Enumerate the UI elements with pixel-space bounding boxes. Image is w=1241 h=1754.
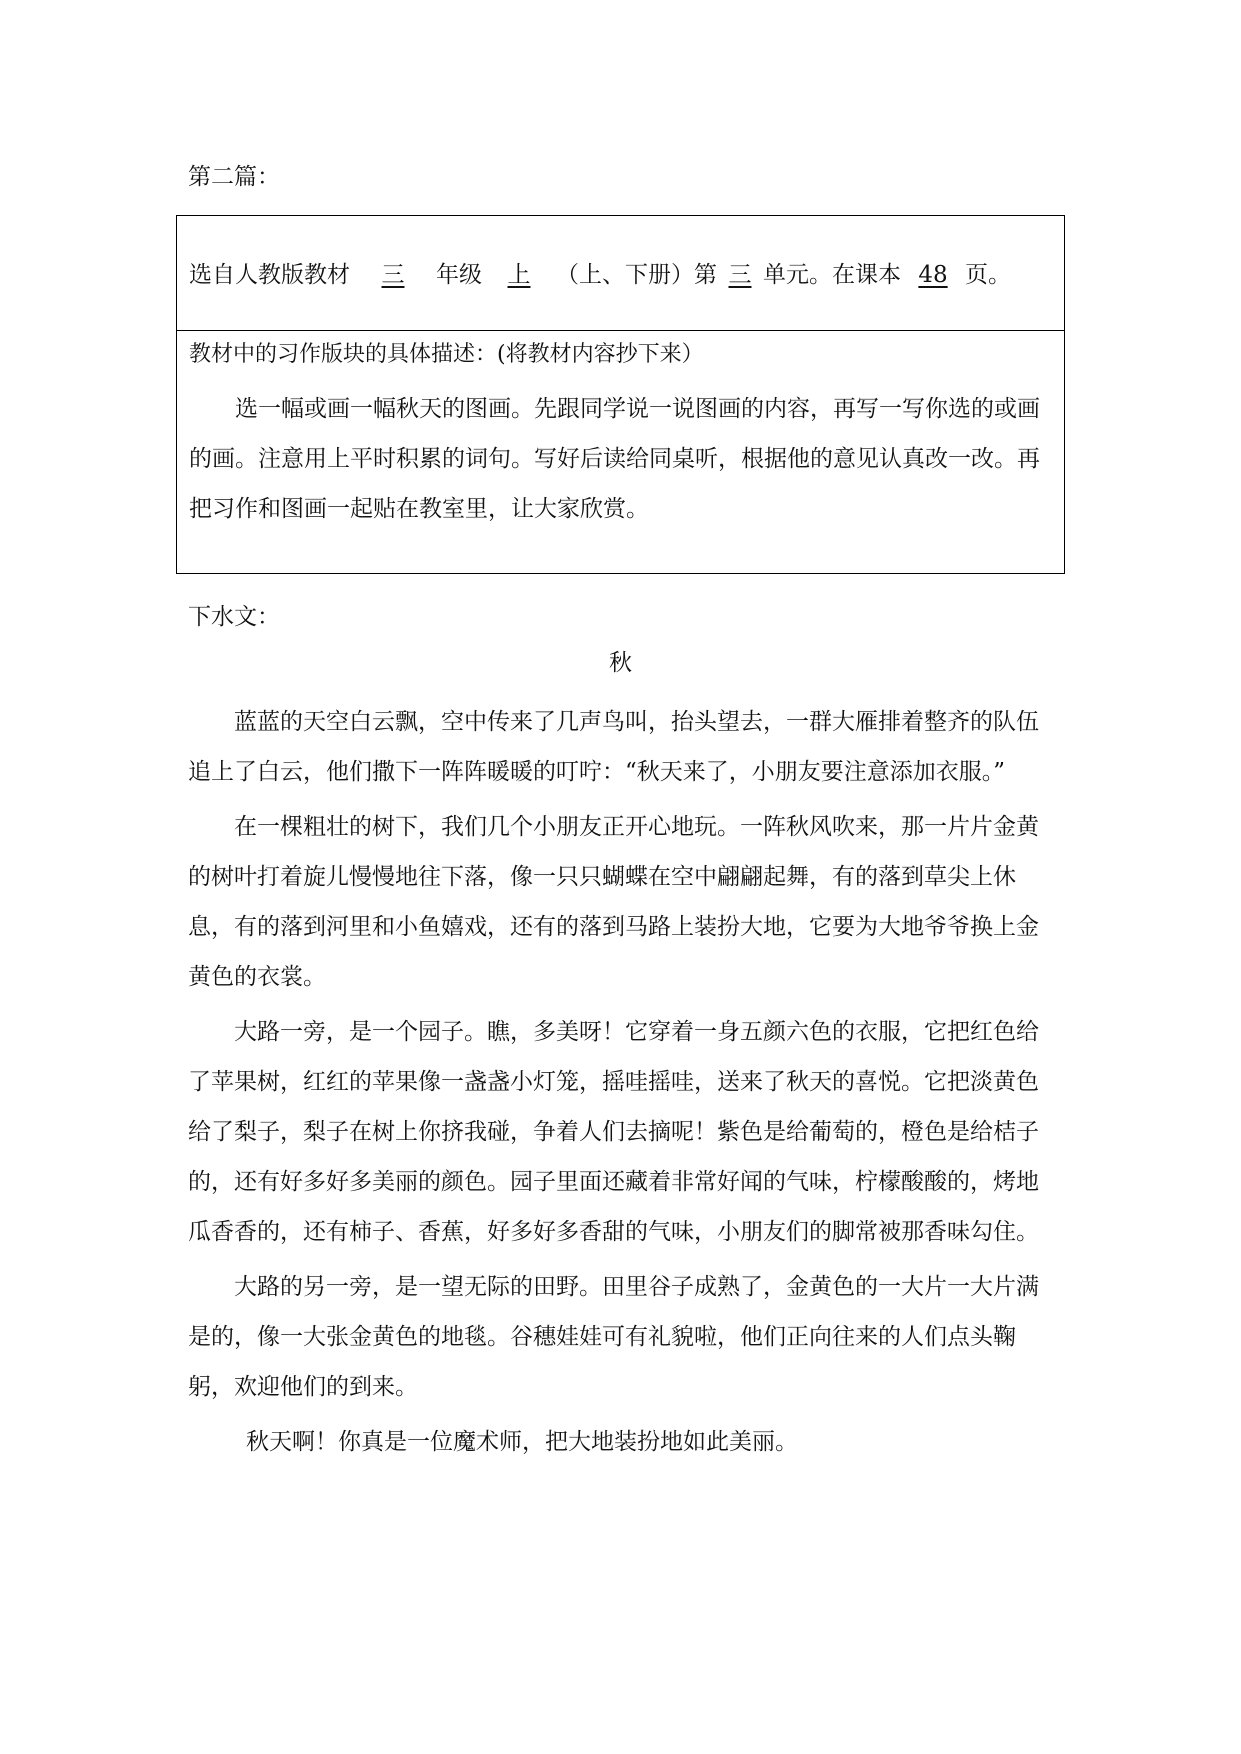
- textbook-source-line: [189, 260, 1011, 290]
- essay-title: 秋: [609, 650, 632, 676]
- essay-body: [188, 697, 1054, 1467]
- textbook-info-table: [176, 215, 1065, 574]
- description-text: 选一幅或画一幅秋天的图画。先跟同学说一说图画的内容，再写一写你选的或画的画。注意用上平时积累的词句。写好后读给同桌听，根据他的意见认真改一改。再把习作和图画一起贴在教室里，让大家欣赏。: [189, 396, 1040, 522]
- unit-suffix: 单元。在课本: [763, 262, 901, 288]
- table-divider: [177, 330, 1064, 331]
- volume-hint: （上、下册）第: [556, 262, 717, 288]
- essay-paragraph: 秋天啊！你真是一位魔术师，把大地装扮地如此美丽。: [246, 1429, 798, 1455]
- essay-paragraph: 蓝蓝的天空白云飘，空中传来了几声鸟叫，抬头望去，一群大雁排着整齐的队伍追上了白云，他们撒下一阵阵暖暖的叮咛：“秋天来了，小朋友要注意添加衣服。”: [188, 709, 1039, 785]
- page-suffix: 页。: [965, 262, 1011, 288]
- essay-paragraph: 在一棵粗壮的树下，我们几个小朋友正开心地玩。一阵秋风吹来，那一片片金黄的树叶打着旋儿慢慢地往下落，像一只只蝴蝶在空中翩翩起舞，有的落到草尖上休息，有的落到河里和小鱼嬉戏，还有的落到马路上装扮大地，它要为大地爷爷换上金黄色的衣裳。: [188, 814, 1039, 990]
- description-label: 教材中的习作版块的具体描述：(将教材内容抄下来）: [189, 342, 704, 367]
- unit-blank: 三: [728, 262, 752, 288]
- essay-paragraph: 大路的另一旁，是一望无际的田野。田里谷子成熟了，金黄色的一大片一大片满是的，像一大张金黄色的地毯。谷穗娃娃可有礼貌啦，他们正向往来的人们点头鞠躬，欢迎他们的到来。: [188, 1274, 1039, 1400]
- volume-blank: 上: [507, 262, 531, 288]
- source-prefix: 选自人教版教材: [189, 262, 350, 288]
- essay-paragraph: 大路一旁，是一个园子。瞧，多美呀！它穿着一身五颜六色的衣服，它把红色给了苹果树，红红的苹果像一盏盏小灯笼，摇哇摇哇，送来了秋天的喜悦。它把淡黄色给了梨子，梨子在树上你挤我碰，争着人们去摘呢！紫色是给葡萄的，橙色是给桔子的，还有好多好多美丽的颜色。园子里面还藏着非常好闻的气味，柠檬酸酸的，烤地瓜香香的，还有柿子、香蕉，好多好多香甜的气味，小朋友们的脚常被那香味勾住。: [188, 1019, 1039, 1245]
- grade-blank: 三: [381, 262, 405, 288]
- section-heading: 第二篇：: [188, 164, 280, 190]
- essay-heading: 下水文：: [188, 604, 280, 630]
- page-blank: 48: [918, 262, 948, 288]
- grade-suffix: 年级: [436, 262, 482, 288]
